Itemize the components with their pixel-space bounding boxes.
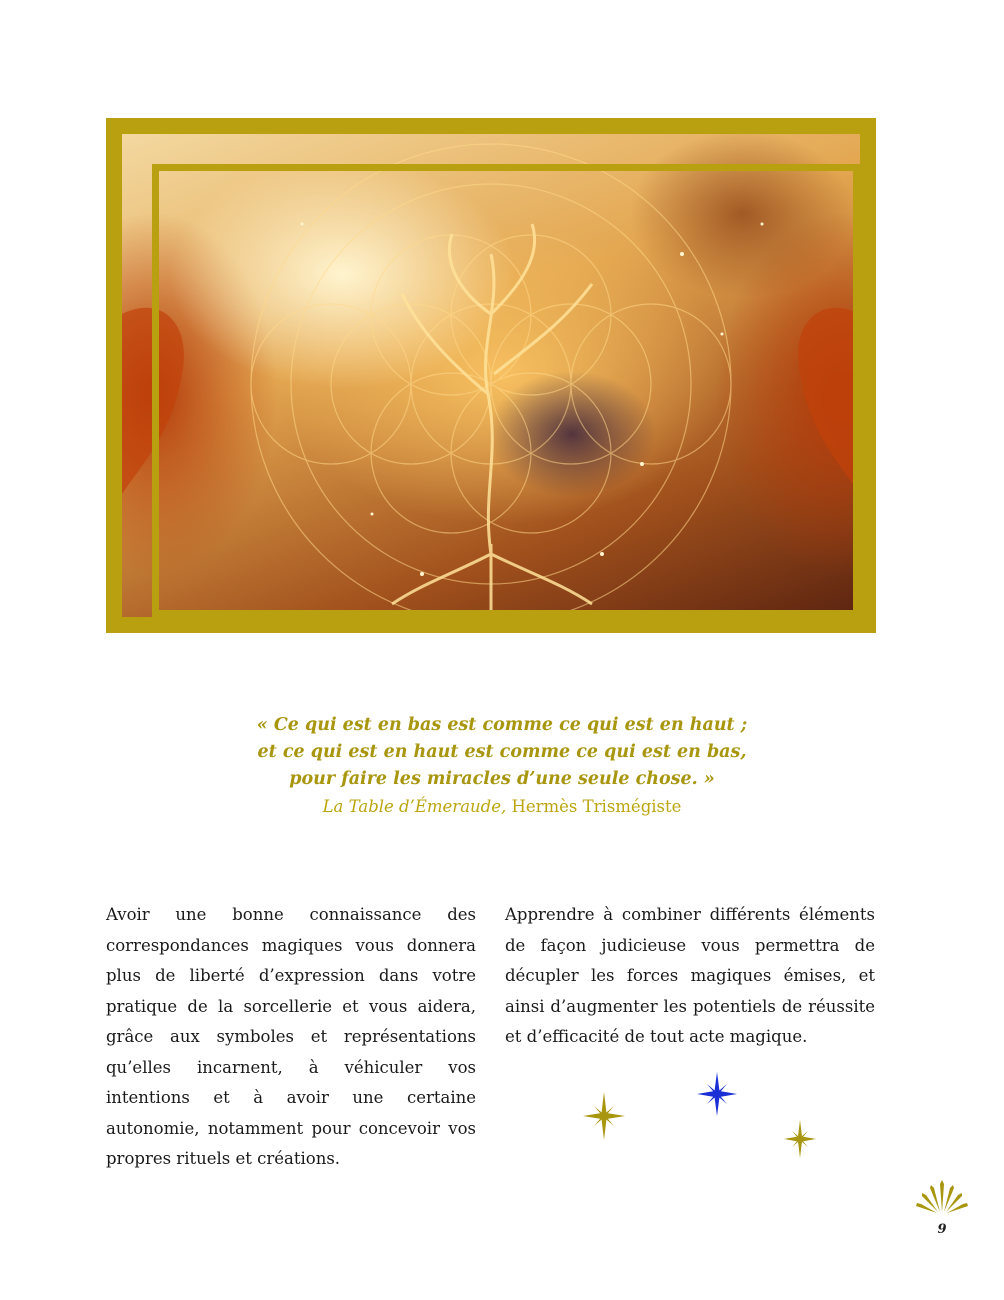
body-paragraph: Avoir une bonne connaissance des correspondances magiques vous donnera plus de liberté d’expression dans votre pratique de la sorcellerie et vous aidera, grâce aux symboles et représentations qu’elles incarnent, à véhiculer vos intentions et à avoir une certaine autonomie, notamment pour concevoir vos propres rituels et créations. — [106, 905, 476, 1168]
body-paragraph: Apprendre à combiner différents éléments de façon judicieuse vous permettra de décupler les forces magiques émises, et ainsi d’augmenter les potentiels de réussite et d’efficacité de tout acte magique. — [505, 905, 875, 1046]
sparkle-star-icon — [697, 1072, 737, 1116]
epigraph-line: « Ce qui est en bas est comme ce qui est en haut ; — [256, 715, 748, 735]
sparkle-star-icon — [583, 1092, 625, 1140]
sunburst-fan-icon — [916, 1180, 968, 1214]
body-column-right — [505, 900, 875, 1053]
tree-of-life-illustration — [122, 134, 860, 617]
epigraph-line: et ce qui est en haut est comme ce qui est en bas, — [257, 742, 747, 762]
body-column-left — [106, 900, 476, 1175]
source-author: Hermès Trismégiste — [506, 797, 682, 816]
epigraph-quote — [0, 712, 1004, 793]
inner-frame-line — [152, 164, 860, 617]
epigraph-attribution — [0, 797, 1004, 816]
page-number: 9 — [937, 1222, 947, 1237]
epigraph-line: pour faire les miracles d’une seule chose. » — [289, 769, 715, 789]
source-title: La Table d’Émeraude, — [322, 797, 507, 816]
illustration-frame — [106, 118, 876, 633]
sparkle-star-icon — [784, 1120, 816, 1158]
